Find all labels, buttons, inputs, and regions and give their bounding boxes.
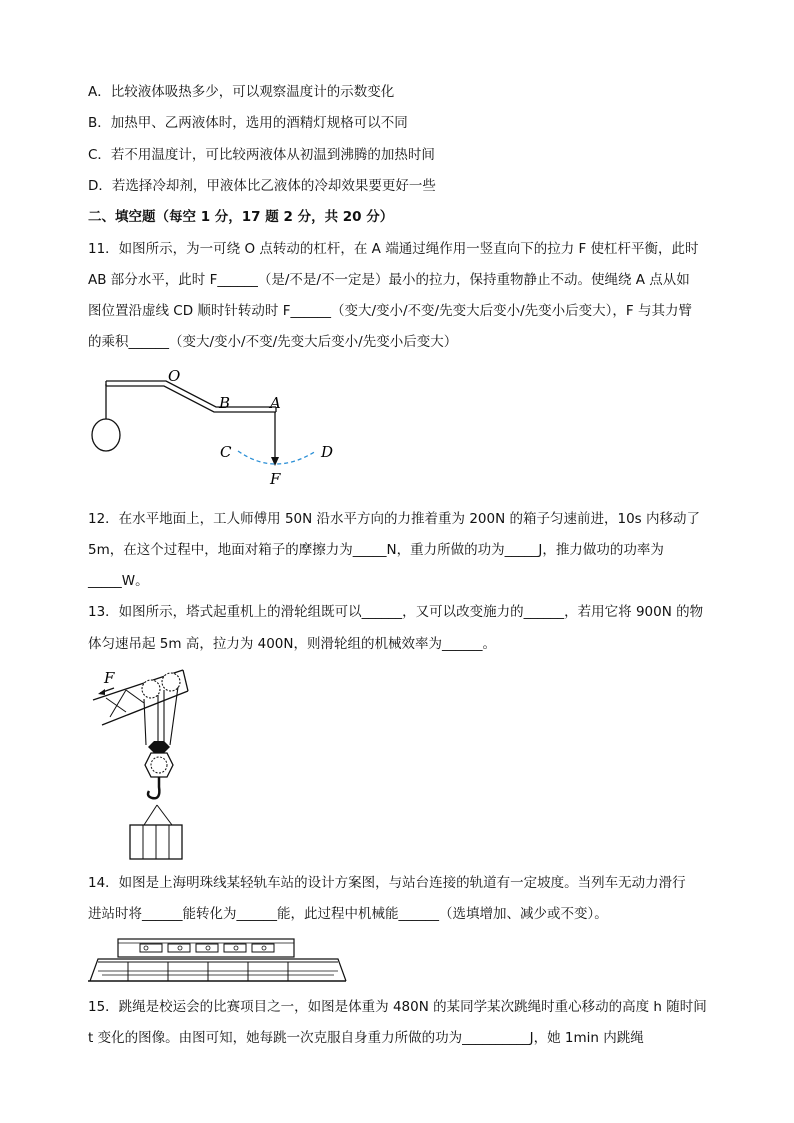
label-o: O (168, 367, 181, 385)
force-arrow (271, 457, 279, 466)
label-f: F (104, 669, 115, 687)
label-c: C (220, 443, 232, 461)
section-title: 二、填空题（每空 1 分，17 题 2 分，共 20 分） (88, 209, 394, 225)
q12-line-2: 5m，在这个过程中，地面对箱子的摩擦力为_____N，重力所做的功为_____J，推力做功的功率为 (88, 542, 664, 558)
q14-line-2: 进站时将______能转化为______能，此过程中机械能______（选填增加、减少或不变）。 (88, 906, 608, 922)
q15-line-1: 15．跳绳是校运会的比赛项目之一，如图是体重为 480N 的某同学某次跳绳时重心移动的高度 h 随时间 (88, 999, 707, 1015)
label-f: F (270, 470, 281, 488)
block-top (148, 741, 170, 753)
weight-ellipse (92, 419, 120, 451)
q12-line-3: _____W。 (88, 573, 149, 589)
lever-bottom (106, 386, 276, 412)
label-b: B (219, 394, 231, 412)
top-pulley-1 (142, 680, 160, 698)
q15-line-2: t 变化的图像。由图可知，她每跳一次克服自身重力所做的功为__________J，她 1min 内跳绳 (88, 1030, 644, 1046)
q11-line-3: 图位置沿虚线 CD 顺时针转动时 F______（变大/变小/不变/先变大后变小/先变小后变大），F 与其力臂 (88, 303, 692, 319)
option-b: B．加热甲、乙两液体时，选用的酒精灯规格可以不同 (88, 115, 408, 131)
rope-4 (170, 687, 178, 745)
q11-line-2: AB 部分水平，此时 F______（是/不是/不一定是）最小的拉力，保持重物静止不动。使绳绕 A 点从如 (88, 272, 690, 288)
label-d: D (321, 443, 334, 461)
q11-line-4: 的乘积______（变大/变小/不变/先变大后变小/先变小后变大） (88, 334, 458, 350)
moving-pulley (151, 757, 167, 773)
cable-left (144, 805, 157, 825)
option-c: C．若不用温度计，可比较两液体从初温到沸腾的加热时间 (88, 147, 435, 163)
q13-line-1: 13．如图所示，塔式起重机上的滑轮组既可以______，又可以改变施力的______，若用它将 900N 的物 (88, 604, 704, 620)
q12-line-1: 12．在水平地面上，工人师傅用 50N 沿水平方向的力推着重为 200N 的箱子匀速前进，10s 内移动了 (88, 511, 700, 527)
station-figure (88, 935, 348, 987)
label-a: A (270, 394, 281, 412)
q11-line-1: 11．如图所示，为一可绕 O 点转动的杠杆，在 A 端通过绳作用一竖直向下的拉力 F 使杠杆平衡，此时 (88, 241, 699, 257)
q13-line-2: 体匀速吊起 5m 高，拉力为 400N，则滑轮组的机械效率为______。 (88, 636, 496, 652)
hook (148, 777, 159, 798)
crane-pulley-figure (88, 665, 208, 865)
option-d: D．若选择冷却剂，甲液体比乙液体的冷却效果要更好一些 (88, 178, 436, 194)
force-arrow (98, 689, 105, 695)
lever-top (106, 381, 276, 407)
option-a: A．比较液体吸热多少，可以观察温度计的示数变化 (88, 84, 395, 100)
rope-1 (144, 699, 146, 745)
q14-line-1: 14．如图是上海明珠线某轻轨车站的设计方案图，与站台连接的轨道有一定坡度。当列车无动力滑行 (88, 875, 686, 891)
lever-figure (88, 365, 348, 490)
cable-right (157, 805, 172, 825)
